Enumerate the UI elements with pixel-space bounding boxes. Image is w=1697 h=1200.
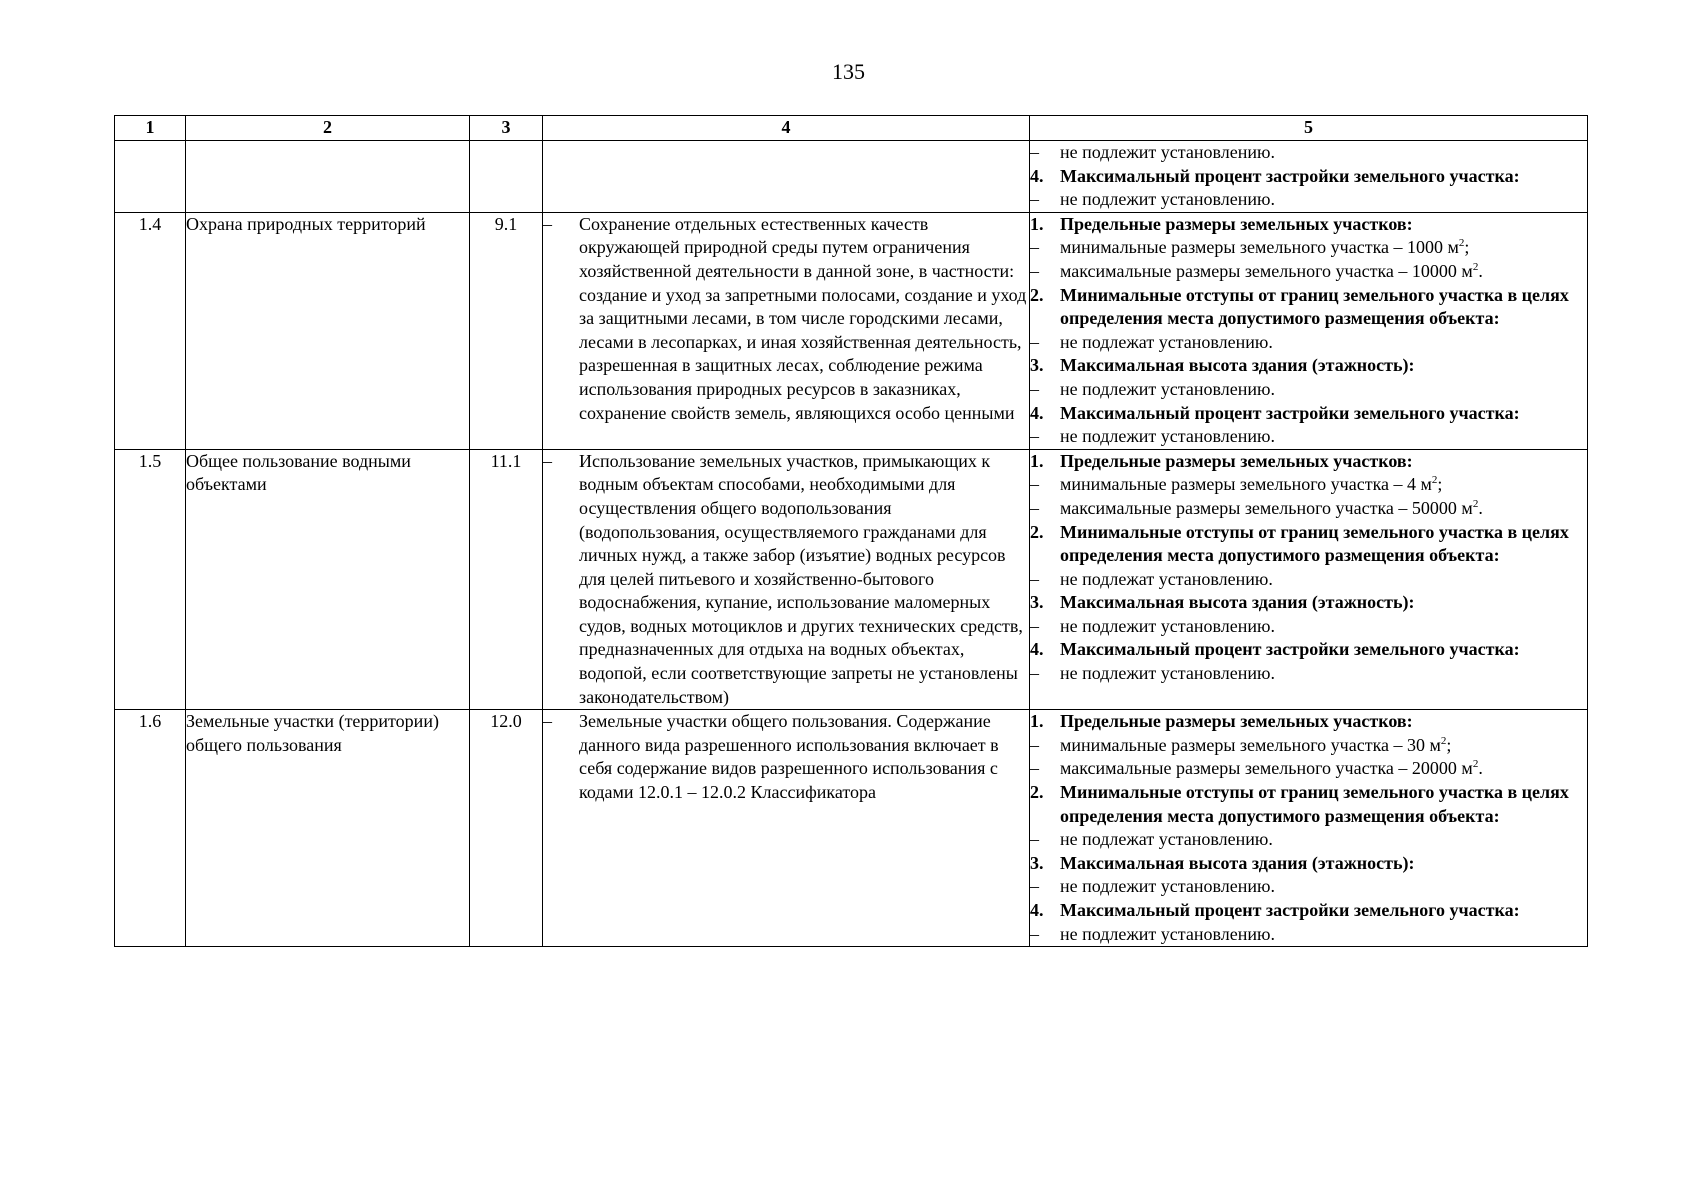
classifier-code: 9.1: [470, 212, 543, 449]
parameter-text-tail: .: [1478, 497, 1483, 518]
row-number: [115, 141, 186, 213]
dash-marker: –: [1030, 474, 1039, 495]
item-number: 3.: [1030, 592, 1044, 613]
parameter-text-tail: ;: [1437, 474, 1443, 495]
use-type-name: Охрана природных территорий: [186, 212, 470, 449]
parameter-text-main: минимальные размеры земельного участка – 4 м: [1060, 474, 1432, 495]
item-number: 1.: [1030, 213, 1044, 234]
parameter-heading: [1030, 284, 1587, 331]
parameter-text: [1060, 852, 1587, 876]
dash-marker: –: [1030, 378, 1039, 399]
parameter-text: [1060, 450, 1587, 474]
parameter-value: [1030, 757, 1587, 781]
parameter-text-tail: .: [1478, 758, 1483, 779]
parameter-text-main: не подлежат установлению.: [1060, 829, 1273, 850]
parameter-text-main: минимальные размеры земельного участка – 30 м: [1060, 734, 1441, 755]
parameter-text: [1060, 378, 1587, 402]
parameter-text-main: Минимальные отступы от границ земельного участка в целях определения места допустимого размещения объекта:: [1060, 782, 1569, 826]
description-item: [543, 710, 1029, 804]
parameter-text: [1060, 236, 1587, 260]
use-type-name: Земельные участки (территории) общего пользования: [186, 710, 470, 947]
parameter-heading: [1030, 450, 1587, 474]
description-text: Использование земельных участков, примыкающих к водным объектам способами, необходимыми для осуществления общего водопользования (водопользования, осуществляемого гражданами для личных нужд, а также забор (изъятие) водных ресурсов для целей питьевого и хозяйственно-бытового водоснабжения, купание, использование маломерных судов, водных мотоциклов и других технических средств, предназначенных для отдыха на водных объектах, водопой, если соответствующие запреты не установлены законодательством): [579, 450, 1023, 707]
item-number: 4.: [1030, 900, 1044, 920]
dash-marker: –: [1030, 923, 1039, 944]
dash-marker: –: [1030, 497, 1039, 518]
header-row: [115, 116, 1588, 141]
unit-superscript: 2: [1472, 758, 1479, 771]
table-row: [115, 710, 1588, 947]
parameter-text-main: не подлежит установлению.: [1060, 663, 1275, 684]
row-number: 1.4: [115, 212, 186, 449]
parameter-text-main: Предельные размеры земельных участков:: [1060, 450, 1413, 471]
classifier-code: 11.1: [470, 449, 543, 710]
parameter-value: [1030, 260, 1587, 284]
parameter-heading: [1030, 354, 1587, 378]
parameter-heading: [1030, 710, 1587, 734]
dash-marker: –: [1030, 331, 1039, 352]
parameter-text: [1060, 615, 1587, 639]
parameter-text: [1060, 331, 1587, 355]
parameter-heading: [1030, 781, 1587, 828]
parameter-heading: [1030, 165, 1587, 189]
column-header-2: 2: [186, 116, 470, 141]
item-number: 4.: [1030, 165, 1044, 186]
item-number: 1.: [1030, 450, 1044, 471]
dash-marker: –: [1030, 426, 1039, 447]
parameter-text-main: не подлежит установлению.: [1060, 189, 1275, 210]
parameter-text-main: Минимальные отступы от границ земельного участка в целях определения места допустимого размещения объекта:: [1060, 284, 1569, 329]
parameter-text: [1060, 425, 1587, 449]
dash-marker: –: [543, 450, 552, 471]
parameter-text-main: не подлежат установлению.: [1060, 331, 1273, 352]
parameter-text: [1060, 923, 1587, 947]
parameter-value: [1030, 378, 1587, 402]
parameter-text-main: не подлежит установлению.: [1060, 378, 1275, 399]
dash-marker: –: [1030, 260, 1039, 281]
parameter-text-tail: .: [1478, 260, 1483, 281]
dash-marker: –: [1030, 758, 1039, 779]
dash-marker: –: [1030, 189, 1039, 210]
table-row: [115, 212, 1588, 449]
parameter-text: [1060, 710, 1587, 734]
parameter-value: [1030, 662, 1587, 686]
parameter-value: [1030, 828, 1587, 852]
parameter-value: [1030, 875, 1587, 899]
parameter-value: [1030, 236, 1587, 260]
description-item: [543, 450, 1029, 710]
parameter-text: [1060, 875, 1587, 899]
dash-marker: –: [1030, 734, 1039, 755]
use-description: [543, 449, 1030, 710]
use-description: [543, 212, 1030, 449]
parameter-text-main: не подлежит установлению.: [1060, 426, 1275, 447]
dash-marker: –: [543, 213, 552, 234]
parameters: [1030, 449, 1588, 710]
use-type-name: [186, 141, 470, 213]
parameter-text-main: не подлежит установлению.: [1060, 876, 1275, 897]
parameter-text: [1060, 354, 1587, 378]
parameter-text: [1060, 734, 1587, 758]
parameter-value: [1030, 425, 1587, 449]
dash-marker: –: [1030, 568, 1039, 589]
unit-superscript: 2: [1472, 260, 1479, 273]
parameter-value: [1030, 141, 1587, 165]
parameter-text: [1060, 638, 1587, 662]
parameter-value: [1030, 923, 1587, 947]
parameter-text: [1060, 188, 1587, 212]
page-number: 135: [832, 59, 865, 84]
item-number: 2.: [1030, 782, 1044, 803]
classifier-code: 12.0: [470, 710, 543, 947]
item-number: 3.: [1030, 852, 1044, 873]
dash-marker: –: [1030, 829, 1039, 850]
unit-superscript: 2: [1440, 734, 1447, 747]
parameter-text-main: максимальные размеры земельного участка – 10000 м: [1060, 260, 1473, 281]
table-row: [115, 141, 1588, 213]
parameter-text-main: не подлежит установлению.: [1060, 615, 1275, 636]
parameters: [1030, 141, 1588, 213]
parameter-text-main: не подлежит установлению.: [1060, 923, 1275, 944]
parameter-text: [1060, 781, 1587, 828]
parameter-text-main: Минимальные отступы от границ земельного участка в целях определения места допустимого размещения объекта:: [1060, 521, 1569, 566]
parameter-text-main: Предельные размеры земельных участков:: [1060, 213, 1413, 234]
description-item: [543, 213, 1029, 425]
item-number: 4.: [1030, 639, 1044, 660]
parameter-text: [1060, 141, 1587, 165]
parameter-value: [1030, 188, 1587, 212]
parameter-text-main: максимальные размеры земельного участка – 20000 м: [1060, 758, 1473, 779]
parameter-text-main: Максимальная высота здания (этажность):: [1060, 355, 1415, 376]
classifier-code: [470, 141, 543, 213]
dash-marker: –: [1030, 142, 1039, 162]
parameter-text-main: Максимальный процент застройки земельного участка:: [1060, 165, 1520, 186]
row-number: 1.6: [115, 710, 186, 947]
item-number: 2.: [1030, 284, 1044, 305]
unit-superscript: 2: [1472, 497, 1479, 510]
parameter-text-main: не подлежит установлению.: [1060, 142, 1275, 162]
parameter-text-main: Максимальный процент застройки земельного участка:: [1060, 900, 1520, 920]
dash-marker: –: [1030, 663, 1039, 684]
parameters: [1030, 212, 1588, 449]
parameter-text: [1060, 899, 1587, 923]
parameter-value: [1030, 568, 1587, 592]
dash-marker: –: [1030, 615, 1039, 636]
dash-marker: –: [1030, 876, 1039, 897]
parameter-text-main: Максимальная высота здания (этажность):: [1060, 592, 1415, 613]
column-header-3: 3: [470, 116, 543, 141]
unit-superscript: 2: [1458, 237, 1465, 250]
parameter-text: [1060, 213, 1587, 237]
parameter-heading: [1030, 852, 1587, 876]
parameter-text: [1060, 165, 1587, 189]
parameters: [1030, 710, 1588, 947]
parameter-text: [1060, 828, 1587, 852]
parameter-heading: [1030, 591, 1587, 615]
parameter-text: [1060, 591, 1587, 615]
parameter-text: [1060, 497, 1587, 521]
parameter-text: [1060, 473, 1587, 497]
parameter-text-main: не подлежат установлению.: [1060, 568, 1273, 589]
item-number: 4.: [1030, 402, 1044, 423]
item-number: 1.: [1030, 711, 1044, 732]
dash-marker: –: [543, 711, 552, 732]
parameter-heading: [1030, 638, 1587, 662]
unit-superscript: 2: [1431, 474, 1438, 487]
table-row: [115, 449, 1588, 710]
item-number: 3.: [1030, 355, 1044, 376]
parameter-value: [1030, 734, 1587, 758]
column-header-5: 5: [1030, 116, 1588, 141]
item-number: 2.: [1030, 521, 1044, 542]
parameter-text: [1060, 662, 1587, 686]
parameter-heading: [1030, 899, 1587, 923]
parameter-text: [1060, 402, 1587, 426]
parameter-text: [1060, 260, 1587, 284]
parameter-text: [1060, 521, 1587, 568]
parameter-value: [1030, 473, 1587, 497]
regulations-table: [114, 115, 1588, 947]
use-description: [543, 141, 1030, 213]
row-number: 1.5: [115, 449, 186, 710]
parameter-text-main: Максимальный процент застройки земельного участка:: [1060, 639, 1520, 660]
use-description: [543, 710, 1030, 947]
parameter-text-main: максимальные размеры земельного участка – 50000 м: [1060, 497, 1473, 518]
parameter-text-main: Максимальная высота здания (этажность):: [1060, 852, 1415, 873]
parameter-text-tail: ;: [1446, 734, 1452, 755]
parameter-value: [1030, 497, 1587, 521]
parameter-text-main: Предельные размеры земельных участков:: [1060, 711, 1413, 732]
use-type-name: Общее пользование водными объектами: [186, 449, 470, 710]
parameter-heading: [1030, 402, 1587, 426]
parameter-text: [1060, 568, 1587, 592]
column-header-4: 4: [543, 116, 1030, 141]
description-text: Земельные участки общего пользования. Содержание данного вида разрешенного использования включает в себя содержание видов разрешенного использования с кодами 12.0.1 – 12.0.2 Классификатора: [579, 711, 999, 803]
column-header-1: 1: [115, 116, 186, 141]
parameter-value: [1030, 331, 1587, 355]
parameter-heading: [1030, 521, 1587, 568]
parameter-text: [1060, 757, 1587, 781]
dash-marker: –: [1030, 237, 1039, 258]
parameter-text-tail: ;: [1464, 237, 1470, 258]
parameter-text-main: минимальные размеры земельного участка – 1000 м: [1060, 237, 1459, 258]
parameter-value: [1030, 615, 1587, 639]
parameter-heading: [1030, 213, 1587, 237]
parameter-text-main: Максимальный процент застройки земельного участка:: [1060, 402, 1520, 423]
description-text: Сохранение отдельных естественных качеств окружающей природной среды путем ограничения хозяйственной деятельности в данной зоне, в частности: создание и уход за запретными полосами, создание и уход за защитными лесами, в том числе городскими лесами, лесами в лесопарках, и иная хозяйственная деятельность, разрешенная в защитных лесах, соблюдение режима использования природных ресурсов в заказниках, сохранение свойств земель, являющихся особо ценными: [579, 213, 1027, 423]
parameter-text: [1060, 284, 1587, 331]
